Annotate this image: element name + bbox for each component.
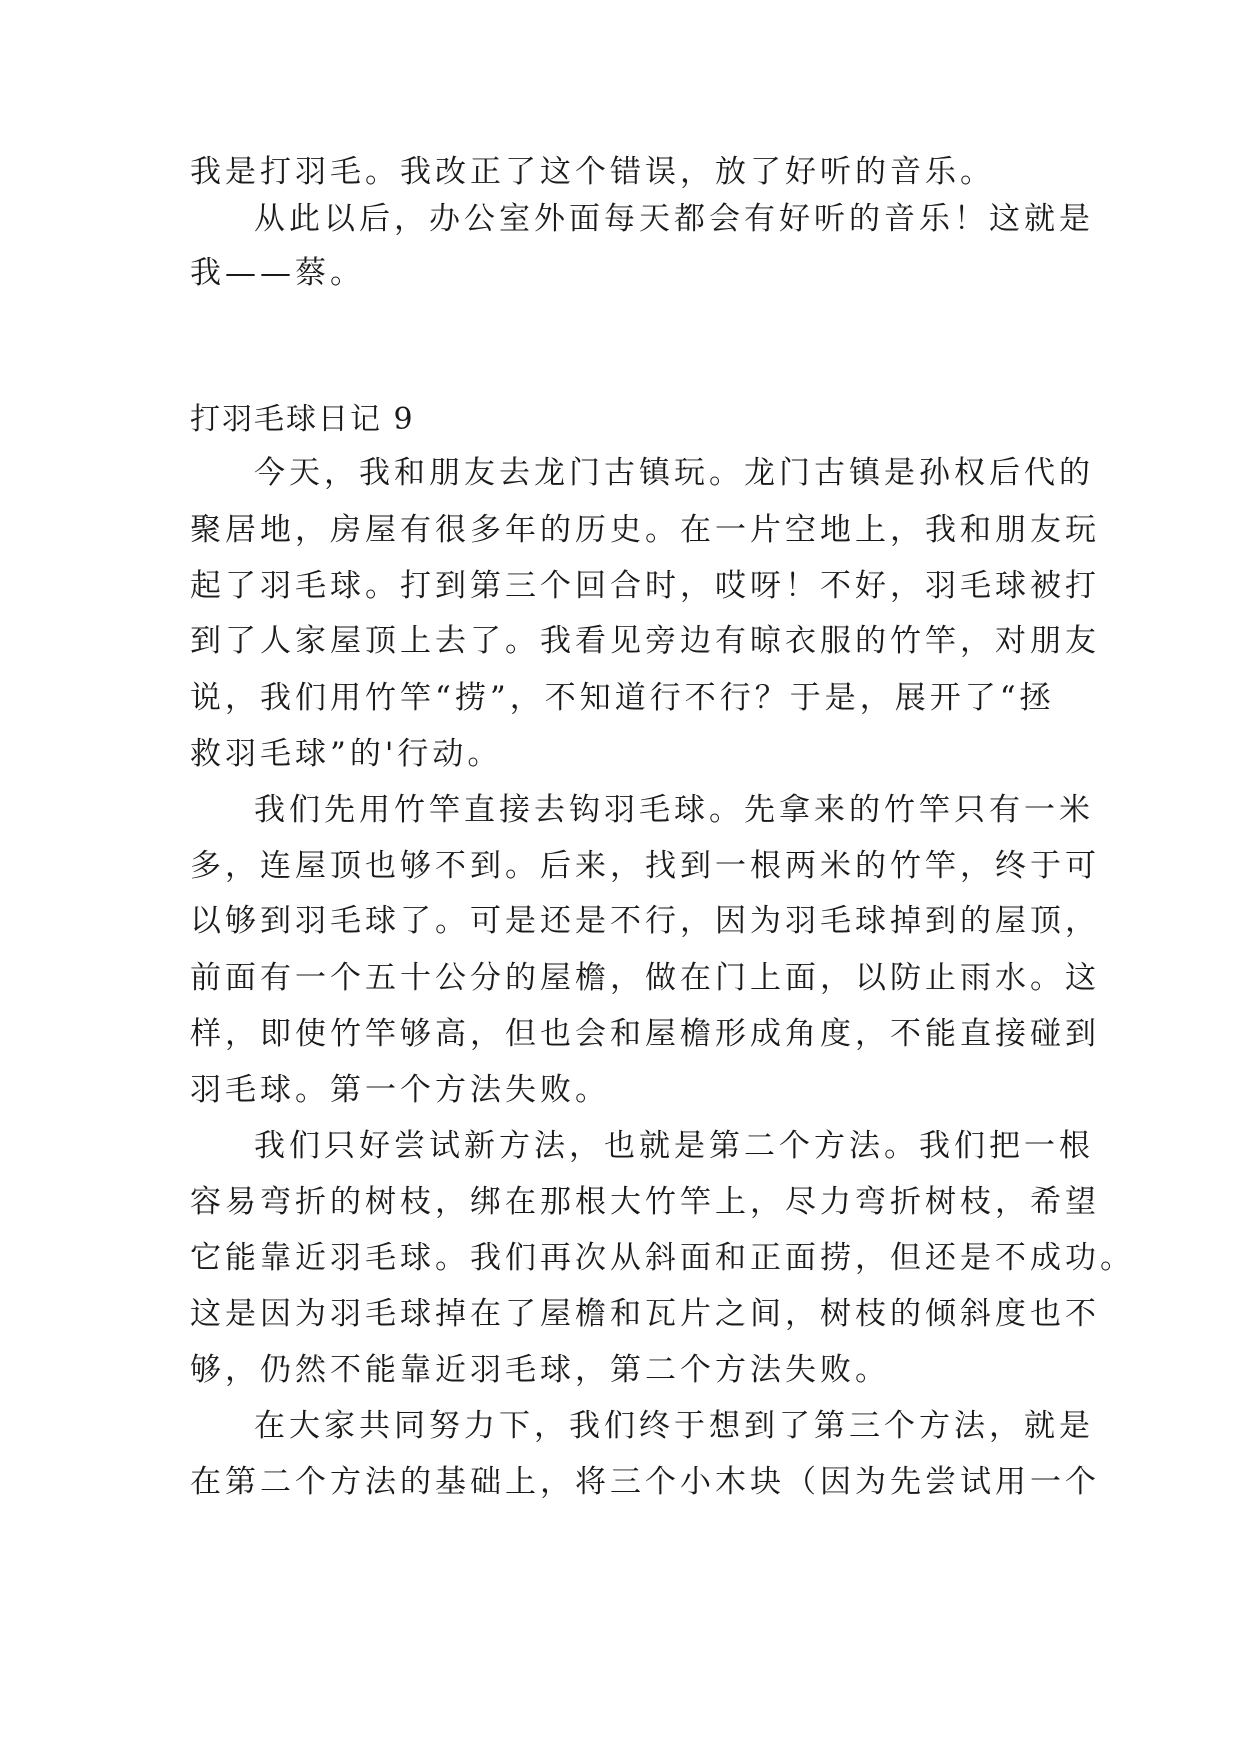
paragraph-line: 我们先用竹竿直接去钩羽毛球。先拿来的竹竿只有一米 [254, 792, 1094, 828]
paragraph-line: 我们只好尝试新方法，也就是第二个方法。我们把一根 [254, 1128, 1094, 1164]
paragraph-line: 救羽毛球”的'行动。 [190, 736, 503, 772]
paragraph-line: 以够到羽毛球了。可是还是不行，因为羽毛球掉到的屋顶， [190, 903, 1100, 939]
paragraph-line: 我是打羽毛。我改正了这个错误，放了好听的音乐。 [190, 154, 995, 190]
paragraph-line: 够，仍然不能靠近羽毛球，第二个方法失败。 [190, 1352, 890, 1388]
paragraph-line: 它能靠近羽毛球。我们再次从斜面和正面捞，但还是不成功。 [190, 1240, 1135, 1276]
paragraph-line: 今天，我和朋友去龙门古镇玩。龙门古镇是孙权后代的 [254, 455, 1094, 491]
paragraph-line: 我——蔡。 [190, 255, 365, 291]
paragraph-line: 多，连屋顶也够不到。后来，找到一根两米的竹竿，终于可 [190, 848, 1100, 884]
paragraph-line: 前面有一个五十公分的屋檐，做在门上面，以防止雨水。这 [190, 960, 1100, 996]
paragraph-line: 这是因为羽毛球掉在了屋檐和瓦片之间，树枝的倾斜度也不 [190, 1296, 1100, 1332]
paragraph-line: 样，即使竹竿够高，但也会和屋檐形成角度，不能直接碰到 [190, 1016, 1100, 1052]
paragraph-line: 羽毛球。第一个方法失败。 [190, 1072, 610, 1108]
paragraph-line: 聚居地，房屋有很多年的历史。在一片空地上，我和朋友玩 [190, 512, 1100, 548]
paragraph-line: 起了羽毛球。打到第三个回合时，哎呀！不好，羽毛球被打 [190, 568, 1100, 604]
paragraph-line: 从此以后，办公室外面每天都会有好听的音乐！这就是 [254, 201, 1094, 237]
section-title: 打羽毛球日记 9 [190, 402, 415, 437]
paragraph-line: 说，我们用竹竿“捞”，不知道行不行？于是，展开了“拯 [190, 680, 1055, 716]
paragraph-line: 在第二个方法的基础上，将三个小木块（因为先尝试用一个 [190, 1464, 1100, 1500]
paragraph-line: 在大家共同努力下，我们终于想到了第三个方法，就是 [254, 1408, 1094, 1444]
paragraph-line: 容易弯折的树枝，绑在那根大竹竿上，尽力弯折树枝，希望 [190, 1184, 1100, 1220]
paragraph-line: 到了人家屋顶上去了。我看见旁边有晾衣服的竹竿，对朋友 [190, 623, 1100, 659]
